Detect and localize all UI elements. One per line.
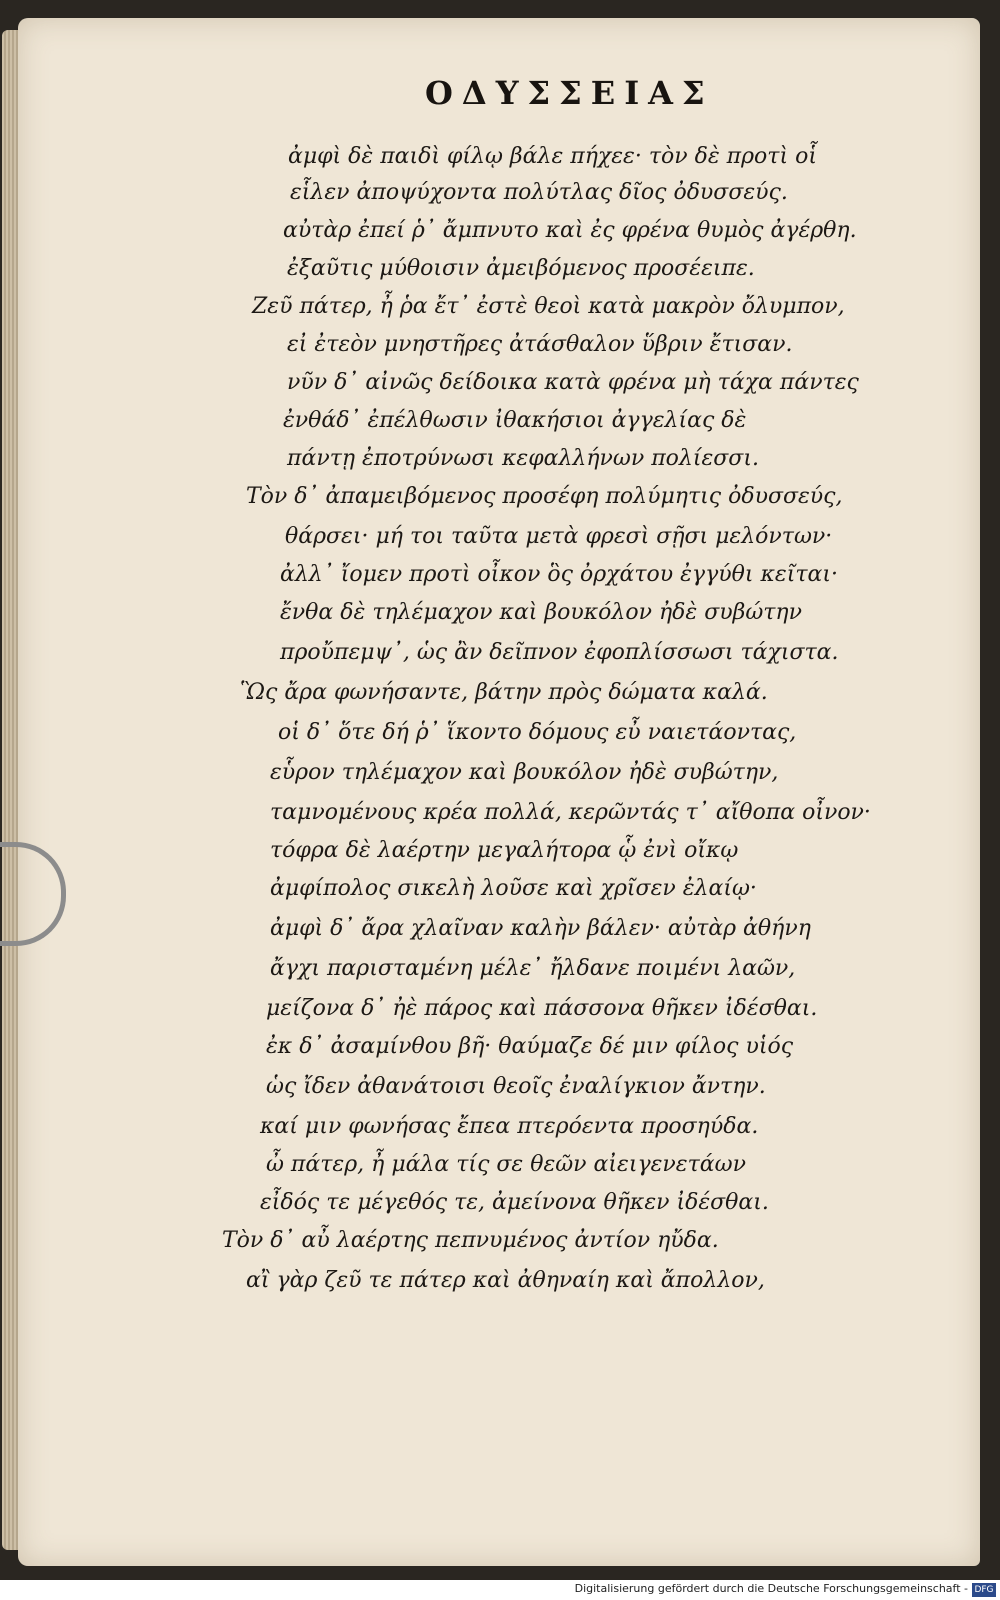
text-line-18: ταμνομένους κρέα πολλά, κερῶντάς τ᾽ αἴθοπα οἶνον· xyxy=(270,800,871,825)
text-line-11: θάρσει· μή τοι ταῦτα μετὰ φρεσὶ σῇσι μελόντων· xyxy=(285,524,833,549)
text-line-30: αἲ γὰρ ζεῦ τε πάτερ καὶ ἀθηναίη καὶ ἄπολλον, xyxy=(246,1268,765,1293)
text-line-20: ἀμφίπολος σικελὴ λοῦσε καὶ χρῖσεν ἐλαίῳ· xyxy=(270,876,757,901)
text-line-22: ἄγχι παρισταμένη μέλε᾽ ἤλδανε ποιμένι λαῶν, xyxy=(270,956,796,981)
text-line-19: τόφρα δὲ λαέρτην μεγαλήτορα ᾧ ἐνὶ οἴκῳ xyxy=(270,838,739,863)
text-line-12: ἀλλ᾽ ἴομεν προτὶ οἶκον ὃς ὀρχάτου ἐγγύθι κεῖται· xyxy=(280,562,838,587)
text-line-21: ἀμφὶ δ᾽ ἄρα χλαῖναν καλὴν βάλεν· αὐτὰρ ἀθήνη xyxy=(270,916,811,941)
text-line-25: ὡς ἴδεν ἀθανάτοισι θεοῖς ἐναλίγκιον ἄντην. xyxy=(266,1074,766,1099)
text-line-28: εἶδός τε μέγεθός τε, ἀμείνονα θῆκεν ἰδέσθαι. xyxy=(260,1190,769,1215)
text-line-13: ἔνθα δὲ τηλέμαχον καὶ βουκόλον ἠδὲ συβώτην xyxy=(280,600,802,625)
text-line-15: Ὣς ἄρα φωνήσαντε, βάτην πρὸς δώματα καλά. xyxy=(240,680,768,705)
dfg-logo: DFG xyxy=(972,1583,996,1597)
text-line-27: ὦ πάτερ, ἦ μάλα τίς σε θεῶν αἰειγενετάων xyxy=(266,1152,746,1177)
text-line-5: Ζεῦ πάτερ, ἦ ῥα ἔτ᾽ ἐστὲ θεοὶ κατὰ μακρὸν ὄλυμπον, xyxy=(252,294,845,319)
text-line-16: οἱ δ᾽ ὅτε δή ῥ᾽ ἵκοντο δόμους εὖ ναιετάοντας, xyxy=(278,720,797,745)
text-line-2: εἷλεν ἀποψύχοντα πολύτλας δῖος ὀδυσσεύς. xyxy=(290,180,788,205)
text-line-4: ἐξαῦτις μύθοισιν ἀμειβόμενος προσέειπε. xyxy=(287,256,755,281)
text-line-29: Τὸν δ᾽ αὖ λαέρτης πεπνυμένος ἀντίον ηὔδα. xyxy=(222,1228,719,1253)
text-line-14: προὔπεμψ᾽, ὡς ἂν δεῖπνον ἐφοπλίσσωσι τάχιστα. xyxy=(280,640,839,665)
text-line-3: αὐτὰρ ἐπεί ῥ᾽ ἄμπνυτο καὶ ἐς φρένα θυμὸς ἀγέρθη. xyxy=(283,218,857,243)
book-page xyxy=(18,18,980,1566)
text-line-24: ἐκ δ᾽ ἀσαμίνθου βῆ· θαύμαζε δέ μιν φίλος υἱός xyxy=(266,1034,794,1059)
text-line-10: Τὸν δ᾽ ἀπαμειβόμενος προσέφη πολύμητις ὀδυσσεύς, xyxy=(246,484,843,509)
text-line-1: ἀμφὶ δὲ παιδὶ φίλῳ βάλε πήχεε· τὸν δὲ προτὶ οἷ xyxy=(288,144,817,169)
text-line-6: εἰ ἐτεὸν μνηστῆρες ἀτάσθαλον ὕβριν ἔτισαν. xyxy=(287,332,793,357)
funding-credit: Digitalisierung gefördert durch die Deutsche Forschungsgemeinschaft - xyxy=(574,1582,968,1595)
text-line-23: μείζονα δ᾽ ἠὲ πάρος καὶ πάσσονα θῆκεν ἰδέσθαι. xyxy=(266,996,818,1021)
text-line-9: πάντῃ ἐποτρύνωσι κεφαλλήνων πολίεσσι. xyxy=(287,446,759,471)
text-line-26: καί μιν φωνήσας ἔπεα πτερόεντα προσηύδα. xyxy=(260,1114,759,1139)
text-line-8: ἐνθάδ᾽ ἐπέλθωσιν ἰθακήσιοι ἀγγελίας δὲ xyxy=(283,408,747,433)
footer-bar xyxy=(0,1580,1000,1600)
running-title: ΟΔΥΣΣΕΙΑΣ xyxy=(425,74,714,112)
text-line-7: νῦν δ᾽ αἰνῶς δείδοικα κατὰ φρένα μὴ τάχα πάντες xyxy=(287,370,859,395)
text-line-17: εὗρον τηλέμαχον καὶ βουκόλον ἠδὲ συβώτην, xyxy=(270,760,779,785)
